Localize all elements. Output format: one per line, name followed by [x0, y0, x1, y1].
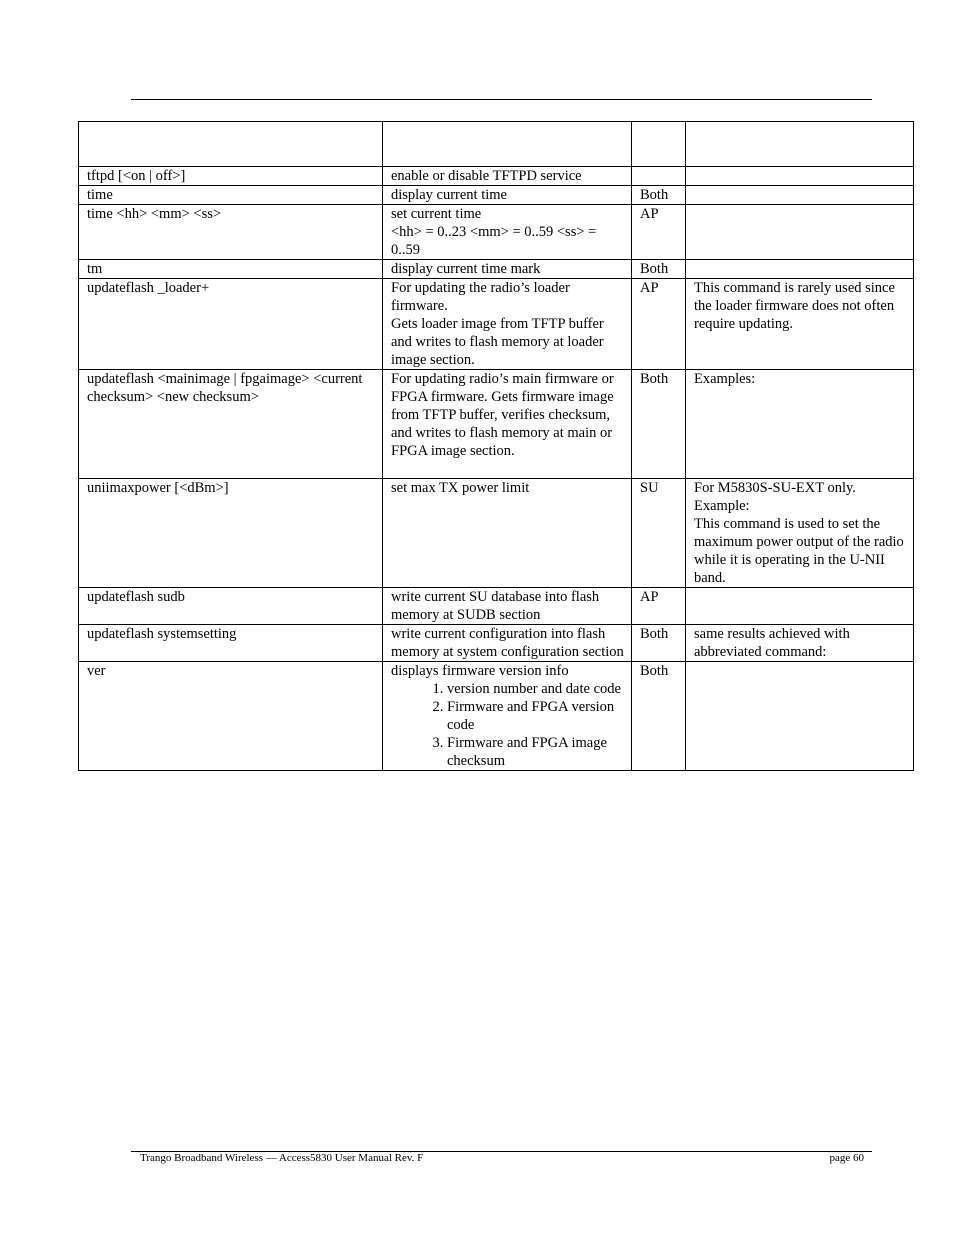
notes-line: Example: — [694, 498, 750, 514]
mode-cell: AP — [632, 588, 686, 625]
mode-cell: SU — [632, 479, 686, 588]
mode-cell: Both — [632, 370, 686, 479]
description-line: set current time — [391, 206, 482, 222]
description-line: display current time mark — [391, 261, 541, 277]
command-cell: updateflash _loader+ — [79, 279, 383, 370]
table-row — [79, 625, 914, 662]
description-cell — [383, 662, 632, 771]
description-line: enable or disable TFTPD service — [391, 168, 582, 184]
header-cell — [383, 122, 632, 167]
description-line: display current time — [391, 187, 507, 203]
notes-line: same results achieved with abbreviated command: — [694, 626, 850, 660]
description-line: <hh> = 0..23 <mm> = 0..59 <ss> = 0..59 — [391, 224, 597, 258]
notes-cell — [686, 205, 914, 260]
description-cell — [383, 260, 632, 279]
notes-line: Examples: — [694, 371, 756, 387]
command-cell: time <hh> <mm> <ss> — [79, 205, 383, 260]
list-item: 3. Firmware and FPGA image checksum — [447, 734, 624, 770]
header-cell — [686, 122, 914, 167]
header-rule — [131, 99, 872, 100]
notes-line: This command is used to set the maximum power output of the radio while it is operating in the U-NII band. — [694, 516, 904, 586]
description-line: For updating radio’s main firmware or FPGA firmware. Gets firmware image from TFTP buffer, verifies checksum, and writes to flash memory at main or FPGA image section. — [391, 371, 614, 459]
list-item: 2. Firmware and FPGA version code — [447, 698, 624, 734]
description-line: write current configuration into flash memory at system configuration section — [391, 626, 624, 660]
mode-cell: Both — [632, 662, 686, 771]
mode-cell: AP — [632, 205, 686, 260]
description-cell — [383, 370, 632, 479]
description-line: displays firmware version info — [391, 663, 569, 679]
description-cell — [383, 279, 632, 370]
mode-cell: Both — [632, 186, 686, 205]
description-cell — [383, 479, 632, 588]
notes-cell — [686, 625, 914, 662]
page-number: page 60 — [829, 1152, 864, 1164]
command-cell: tm — [79, 260, 383, 279]
table-row — [79, 662, 914, 771]
table-row — [79, 479, 914, 588]
command-cell: time — [79, 186, 383, 205]
description-line: write current SU database into flash memory at SUDB section — [391, 589, 600, 623]
command-cell: ver — [79, 662, 383, 771]
command-table — [78, 121, 914, 771]
version-info-list — [391, 680, 624, 770]
footer-title: Trango Broadband Wireless — Access5830 User Manual Rev. F — [140, 1152, 424, 1164]
description-line: set max TX power limit — [391, 480, 530, 496]
description-cell — [383, 205, 632, 260]
table-row — [79, 205, 914, 260]
table-row — [79, 279, 914, 370]
header-cell — [79, 122, 383, 167]
description-line: Gets loader image from TFTP buffer and writes to flash memory at loader image section. — [391, 316, 604, 368]
table-header-row — [79, 122, 914, 167]
list-item: 1. version number and date code — [447, 680, 624, 698]
notes-line: For M5830S-SU-EXT only. — [694, 480, 856, 496]
description-cell — [383, 625, 632, 662]
description-cell — [383, 167, 632, 186]
command-cell: uniimaxpower [<dBm>] — [79, 479, 383, 588]
notes-cell — [686, 662, 914, 771]
table-row — [79, 167, 914, 186]
notes-line: This command is rarely used since the loader firmware does not often require updating. — [694, 280, 895, 332]
table-row — [79, 186, 914, 205]
notes-cell — [686, 167, 914, 186]
table-row — [79, 260, 914, 279]
notes-cell — [686, 260, 914, 279]
mode-cell — [632, 167, 686, 186]
command-cell: updateflash <mainimage | fpgaimage> <current checksum> <new checksum> — [79, 370, 383, 479]
description-cell — [383, 186, 632, 205]
command-cell: updateflash systemsetting — [79, 625, 383, 662]
notes-cell — [686, 588, 914, 625]
header-cell — [632, 122, 686, 167]
notes-cell — [686, 370, 914, 479]
description-line: For updating the radio’s loader firmware. — [391, 280, 570, 314]
mode-cell: Both — [632, 625, 686, 662]
notes-cell — [686, 279, 914, 370]
mode-cell: Both — [632, 260, 686, 279]
table-row — [79, 370, 914, 479]
command-cell: tftpd [<on | off>] — [79, 167, 383, 186]
command-cell: updateflash sudb — [79, 588, 383, 625]
mode-cell: AP — [632, 279, 686, 370]
description-cell — [383, 588, 632, 625]
notes-cell — [686, 479, 914, 588]
notes-cell — [686, 186, 914, 205]
table-row — [79, 588, 914, 625]
